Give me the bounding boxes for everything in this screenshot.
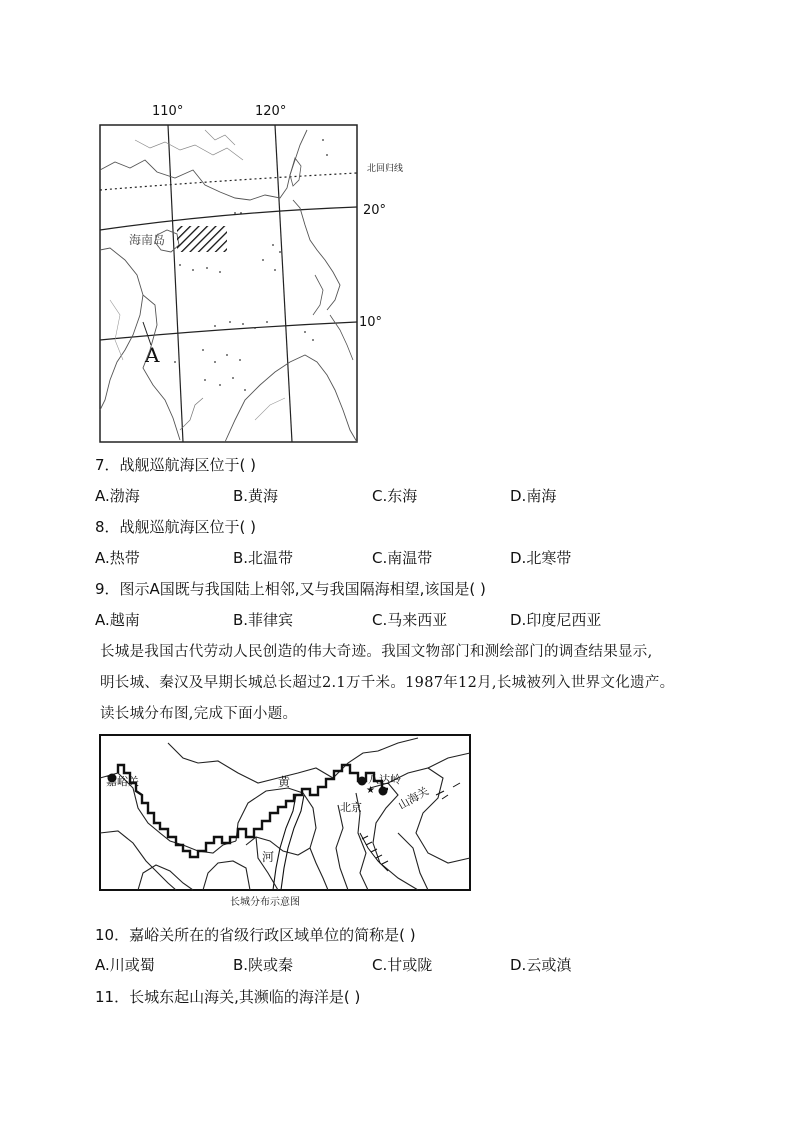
- passage-line-3: 读长城分布图,完成下面小题。: [100, 706, 298, 722]
- question-7-option-c[interactable]: C.东海: [372, 487, 418, 505]
- badaling-label: 八达岭: [368, 773, 401, 786]
- question-11-stem: 11．长城东起山海关,其濒临的海洋是( ): [95, 988, 361, 1006]
- shanhaiguan-label: 山海关: [396, 784, 432, 813]
- great-wall-map: [98, 733, 472, 913]
- hainan-island-label: 海南岛: [129, 233, 166, 247]
- south-china-sea-map: [95, 100, 404, 445]
- beijing-label: 北京: [340, 801, 362, 814]
- question-10-option-a[interactable]: A.川或蜀: [95, 956, 155, 974]
- question-9-stem: 9．图示A国既与我国陆上相邻,又与我国隔海相望,该国是( ): [95, 580, 486, 598]
- longitude-120-label: 120°: [255, 104, 287, 119]
- svg-text:★: ★: [366, 785, 375, 796]
- patrol-area-hatch: [177, 226, 227, 252]
- question-7-stem: 7．战舰巡航海区位于( ): [95, 456, 257, 474]
- longitude-110-label: 110°: [152, 104, 184, 119]
- south-china-sea-map-drawing: [95, 100, 370, 445]
- question-8-option-c[interactable]: C.南温带: [372, 549, 433, 567]
- shanhaiguan-point: [379, 787, 388, 796]
- question-8-option-b[interactable]: B.北温带: [233, 549, 294, 567]
- question-9-option-c[interactable]: C.马来西亚: [372, 611, 448, 629]
- question-10-option-c[interactable]: C.甘或陇: [372, 956, 433, 974]
- huang-label: 黄: [278, 775, 291, 789]
- passage-line-2: 明长城、秦汉及早期长城总长超过2.1万千米。1987年12月,长城被列入世界文化遗产。: [100, 675, 675, 691]
- question-7-option-d[interactable]: D.南海: [510, 487, 557, 505]
- question-8-stem: 8．战舰巡航海区位于( ): [95, 518, 257, 536]
- jiayuguan-label: 嘉峪关: [106, 775, 139, 788]
- he-label: 河: [262, 850, 275, 864]
- question-9-option-b[interactable]: B.菲律宾: [233, 611, 294, 629]
- tropic-of-cancer-label: 北回归线: [367, 164, 404, 174]
- latitude-20-label: 20°: [363, 203, 387, 218]
- map-caption: 长城分布示意图: [230, 897, 300, 908]
- question-7-option-b[interactable]: B.黄海: [233, 487, 279, 505]
- great-wall-map-drawing: [98, 733, 472, 893]
- question-8-option-a[interactable]: A.热带: [95, 549, 140, 567]
- question-10-stem: 10．嘉峪关所在的省级行政区域单位的简称是( ): [95, 926, 416, 944]
- question-7-option-a[interactable]: A.渤海: [95, 487, 140, 505]
- passage-line-1: 长城是我国古代劳动人民创造的伟大奇迹。我国文物部门和测绘部门的调查结果显示,: [100, 644, 653, 660]
- question-10-option-d[interactable]: D.云或滇: [510, 956, 572, 974]
- country-a-label: A: [145, 343, 160, 367]
- question-9-option-a[interactable]: A.越南: [95, 611, 140, 629]
- latitude-10-label: 10°: [359, 315, 383, 330]
- question-10-option-b[interactable]: B.陕或秦: [233, 956, 294, 974]
- question-8-option-d[interactable]: D.北寒带: [510, 549, 572, 567]
- question-9-option-d[interactable]: D.印度尼西亚: [510, 611, 602, 629]
